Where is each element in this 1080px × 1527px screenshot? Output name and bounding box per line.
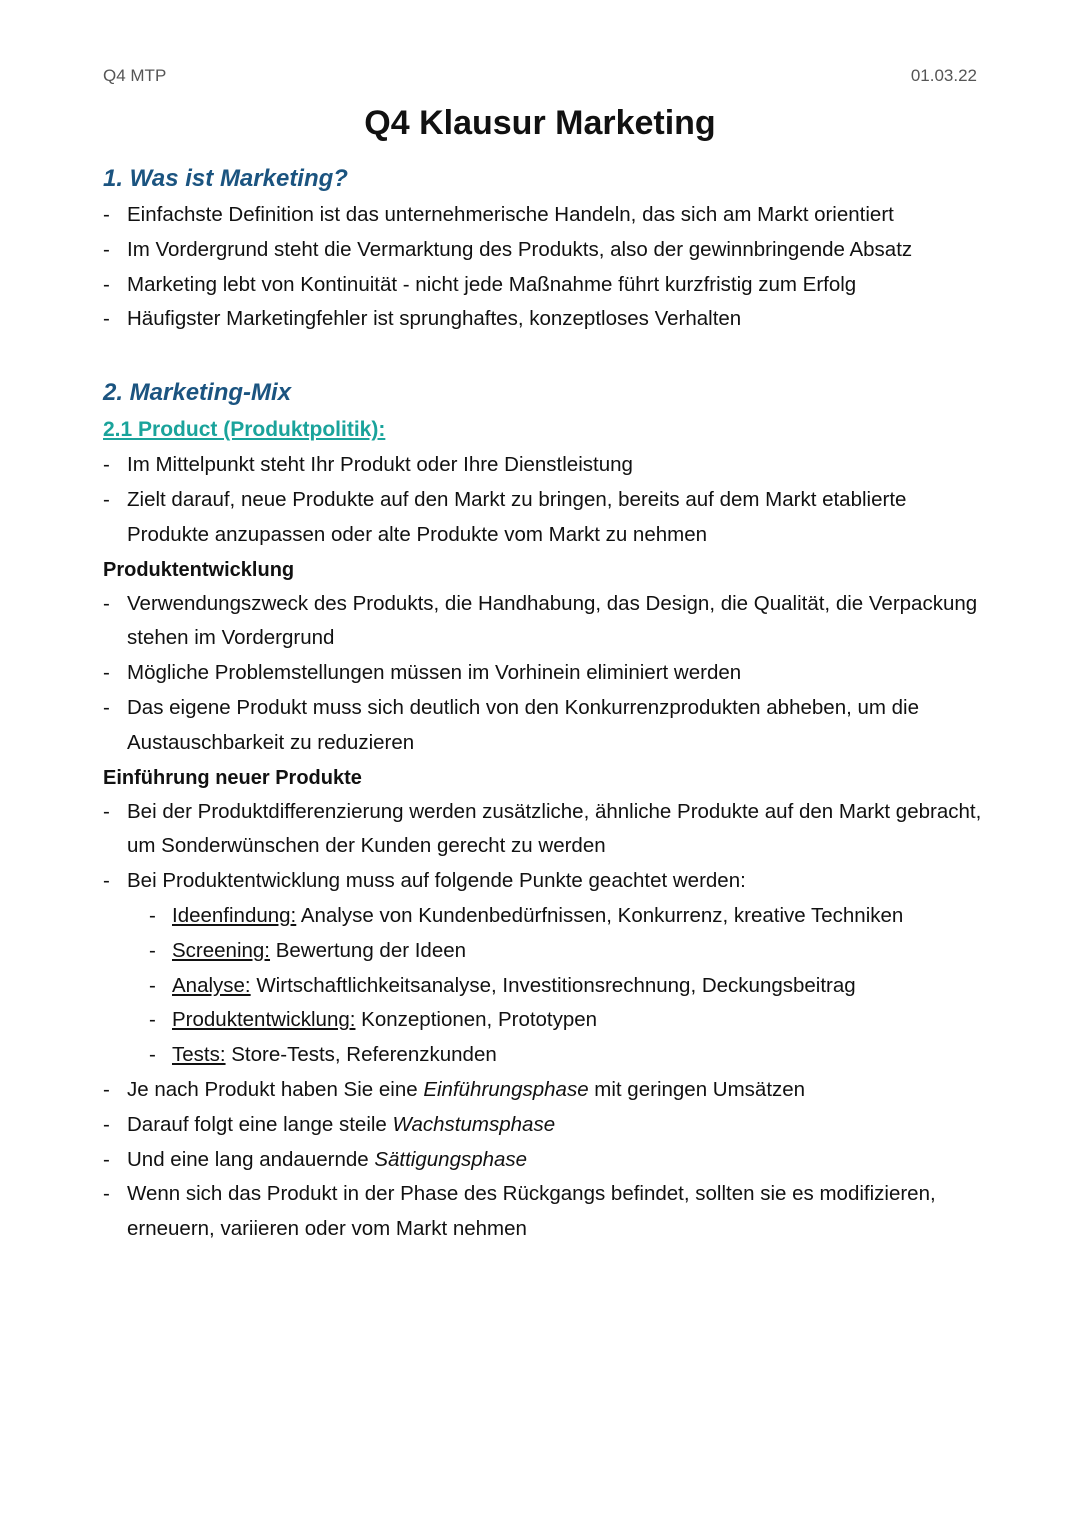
section-2-heading: 2. Marketing-Mix: [103, 379, 292, 407]
document-content: [103, 160, 983, 1247]
phase-term: Einführungsphase: [423, 1077, 589, 1101]
list-item: - Einfachste Definition ist das unternehmerische Handeln, das sich am Markt orientiert: [103, 198, 983, 233]
phase-term: Wachstumsphase: [392, 1112, 556, 1136]
phase-term: Sättigungsphase: [374, 1147, 528, 1171]
list-item: - Im Vordergrund steht die Vermarktung des Produkts, also der gewinnbringende Absatz: [103, 233, 983, 268]
section-1-list: [103, 198, 983, 337]
list-item: - Wenn sich das Produkt in der Phase des Rückgangs befindet, sollten sie es modifizieren, erneuern, variieren oder vom Markt nehmen: [103, 1177, 983, 1247]
list-item: [103, 1108, 983, 1143]
list-item: - Mögliche Problemstellungen müssen im Vorhinein eliminiert werden: [103, 656, 983, 691]
step-text: Bewertung der Ideen: [270, 938, 467, 962]
header-date: 01.03.22: [910, 66, 977, 85]
step-term: Produktentwicklung:: [172, 1008, 356, 1032]
text-fragment: Darauf folgt eine lange steile: [127, 1112, 393, 1136]
step-item: [149, 899, 983, 934]
subsection-2-1-heading: 2.1 Product (Produktpolitik):: [103, 418, 386, 442]
step-text: Analyse von Kundenbedürfnissen, Konkurrenz, kreative Techniken: [296, 903, 904, 927]
step-text: Konzeptionen, Prototypen: [355, 1008, 598, 1032]
list-item: - Im Mittelpunkt steht Ihr Produkt oder Ihre Dienstleistung: [103, 448, 983, 483]
list-item: - Bei der Produktdifferenzierung werden zusätzliche, ähnliche Produkte auf den Markt gebracht, um Sonderwünschen der Kunden gerecht zu werden: [103, 795, 983, 865]
list-item: [103, 1073, 983, 1108]
step-item: [149, 1003, 983, 1038]
step-term: Screening:: [172, 938, 271, 962]
list-item: - Zielt darauf, neue Produkte auf den Markt zu bringen, bereits auf dem Markt etablierte Produkte anzupassen oder alte Produkte vom Markt zu nehmen: [103, 483, 983, 553]
step-term: Analyse:: [172, 973, 251, 997]
list-item: - Marketing lebt von Kontinuität - nicht jede Maßnahme führt kurzfristig zum Erfolg: [103, 268, 983, 303]
step-text: Store-Tests, Referenzkunden: [225, 1043, 497, 1067]
list-item-text: Bei Produktentwicklung muss auf folgende Punkte geachtet werden:: [127, 869, 746, 893]
step-item: [149, 1038, 983, 1073]
einfuehrung-list: [103, 795, 983, 1247]
header-course: Q4 MTP: [103, 66, 167, 85]
list-item: - Das eigene Produkt muss sich deutlich von den Konkurrenzprodukten abheben, um die Austauschbarkeit zu reduzieren: [103, 691, 983, 761]
text-fragment: Und eine lang andauernde: [127, 1147, 375, 1171]
development-steps-list: [127, 899, 983, 1073]
list-item: - Häufigster Marketingfehler ist sprunghaftes, konzeptloses Verhalten: [103, 302, 983, 337]
list-item: [103, 1143, 983, 1178]
page-title: Q4 Klausur Marketing: [364, 104, 716, 142]
step-term: Ideenfindung:: [172, 903, 297, 927]
text-fragment: Je nach Produkt haben Sie eine: [127, 1077, 424, 1101]
step-text: Wirtschaftlichkeitsanalyse, Investitionsrechnung, Deckungsbeitrag: [250, 973, 856, 997]
step-item: [149, 969, 983, 1004]
text-fragment: mit geringen Umsätzen: [588, 1077, 806, 1101]
step-term: Tests:: [172, 1043, 226, 1067]
produktentwicklung-list: [103, 587, 983, 761]
section-1-heading: 1. Was ist Marketing?: [103, 165, 348, 192]
list-item: - Verwendungszweck des Produkts, die Handhabung, das Design, die Qualität, die Verpackung stehen im Vordergrund: [103, 587, 983, 657]
subsection-2-1-list: [103, 448, 983, 552]
list-item: [103, 864, 983, 1073]
produktentwicklung-heading: Produktentwicklung: [103, 558, 295, 581]
step-item: [149, 934, 983, 969]
einfuehrung-heading: Einführung neuer Produkte: [103, 766, 362, 789]
